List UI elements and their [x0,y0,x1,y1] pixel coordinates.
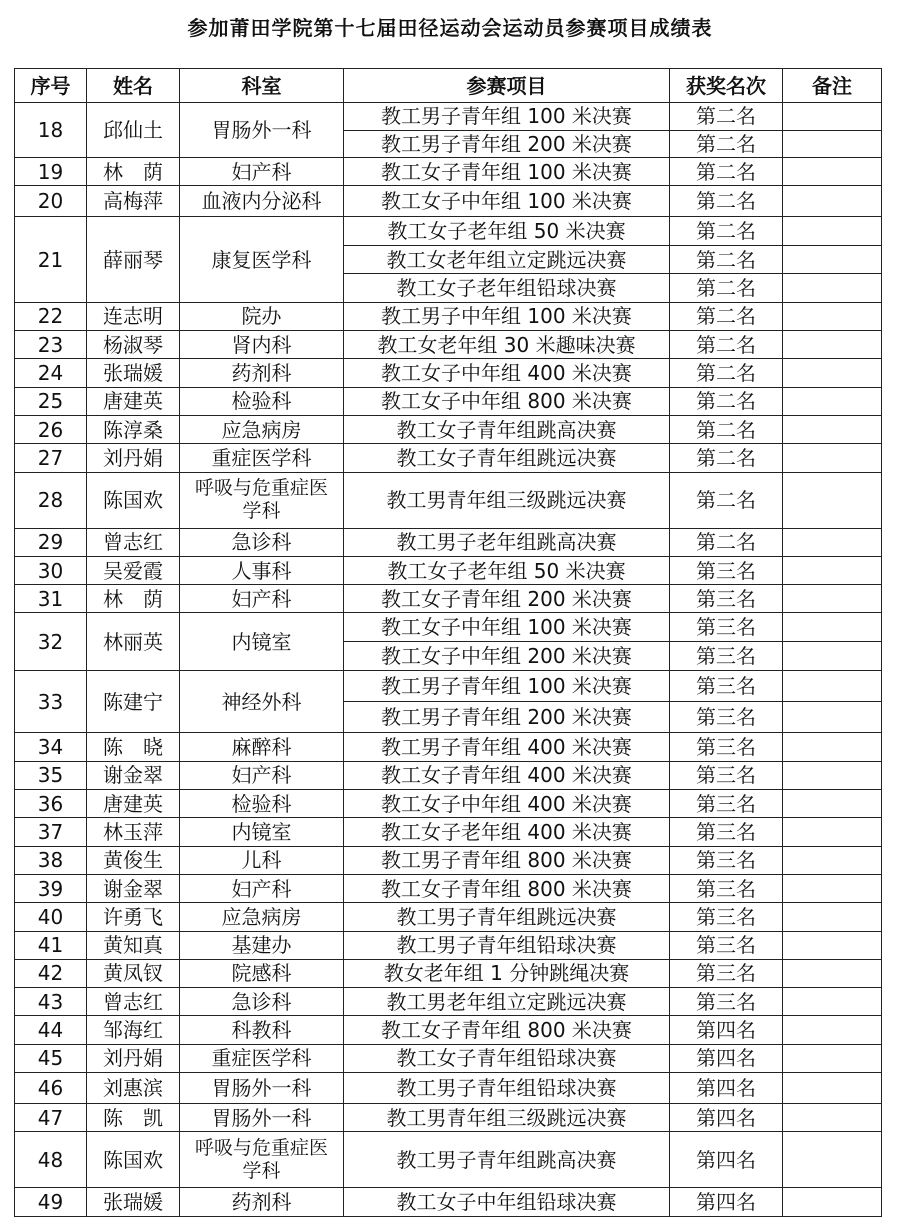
cell-no: 20 [15,186,87,217]
cell-no: 28 [15,472,87,528]
cell-remark [783,761,882,789]
cell-name: 吴爱霞 [87,556,180,584]
cell-dept: 院办 [180,302,344,330]
cell-name: 杨淑琴 [87,331,180,359]
cell-remark [783,702,882,733]
cell-event: 教工女老年组 30 米趣味决赛 [344,331,670,359]
cell-no: 48 [15,1132,87,1188]
cell-event: 教工男子青年组铅球决赛 [344,931,670,959]
cell-rank: 第二名 [670,359,783,387]
cell-event: 教工女子青年组 800 米决赛 [344,874,670,902]
cell-remark [783,818,882,846]
cell-dept: 科教科 [180,1016,344,1044]
cell-dept: 肾内科 [180,331,344,359]
cell-dept: 呼吸与危重症医学科 [180,472,344,528]
cell-dept: 检验科 [180,387,344,415]
cell-event: 教工男青年组三级跳远决赛 [344,472,670,528]
cell-no: 32 [15,613,87,671]
cell-event: 教工男子青年组 200 米决赛 [344,702,670,733]
cell-remark [783,1044,882,1072]
cell-name: 陈建宁 [87,671,180,733]
cell-remark [783,103,882,131]
table-row [15,1132,882,1188]
cell-name: 刘丹娟 [87,444,180,472]
cell-no: 33 [15,671,87,733]
cell-dept: 儿科 [180,846,344,874]
cell-rank: 第二名 [670,158,783,186]
cell-rank: 第四名 [670,1016,783,1044]
cell-rank: 第二名 [670,103,783,131]
cell-remark [783,642,882,671]
cell-remark [783,931,882,959]
cell-dept: 神经外科 [180,671,344,733]
cell-rank: 第二名 [670,387,783,415]
cell-name: 邹海红 [87,1016,180,1044]
table-row [15,158,882,186]
cell-remark [783,415,882,443]
table-row [15,1104,882,1132]
table-row [15,1044,882,1072]
cell-dept: 血液内分泌科 [180,186,344,217]
cell-name: 张瑞媛 [87,359,180,387]
cell-no: 29 [15,528,87,556]
cell-rank: 第四名 [670,1104,783,1132]
cell-rank: 第二名 [670,186,783,217]
cell-no: 21 [15,217,87,303]
cell-no: 43 [15,988,87,1016]
cell-rank: 第三名 [670,931,783,959]
cell-rank: 第二名 [670,302,783,330]
cell-rank: 第三名 [670,733,783,761]
table-row [15,761,882,789]
cell-remark [783,733,882,761]
cell-dept: 内镜室 [180,818,344,846]
cell-name: 唐建英 [87,790,180,818]
table-row [15,846,882,874]
table-row [15,790,882,818]
table-row [15,472,882,528]
cell-rank: 第三名 [670,702,783,733]
cell-remark [783,846,882,874]
cell-remark [783,444,882,472]
cell-name: 黄知真 [87,931,180,959]
cell-rank: 第三名 [670,556,783,584]
cell-remark [783,217,882,246]
cell-rank: 第三名 [670,585,783,613]
cell-no: 19 [15,158,87,186]
cell-event: 教工女子中年组 100 米决赛 [344,186,670,217]
cell-rank: 第四名 [670,1044,783,1072]
cell-remark [783,585,882,613]
cell-dept: 应急病房 [180,415,344,443]
cell-remark [783,359,882,387]
cell-event: 教工女子青年组铅球决赛 [344,1044,670,1072]
cell-remark [783,671,882,702]
cell-no: 31 [15,585,87,613]
table-row [15,217,882,246]
cell-remark [783,790,882,818]
cell-rank: 第三名 [670,671,783,702]
cell-remark [783,387,882,415]
cell-dept: 应急病房 [180,903,344,931]
cell-remark [783,1104,882,1132]
cell-no: 42 [15,959,87,987]
cell-remark [783,528,882,556]
cell-name: 陈 凯 [87,1104,180,1132]
cell-rank: 第二名 [670,274,783,303]
cell-rank: 第二名 [670,130,783,158]
cell-event: 教工女子中年组 800 米决赛 [344,387,670,415]
cell-remark [783,959,882,987]
table-row [15,613,882,642]
cell-no: 24 [15,359,87,387]
cell-event: 教工男老年组立定跳远决赛 [344,988,670,1016]
cell-event: 教工男子青年组跳高决赛 [344,1132,670,1188]
cell-name: 张瑞媛 [87,1188,180,1216]
table-row [15,903,882,931]
cell-name: 高梅萍 [87,186,180,217]
cell-remark [783,274,882,303]
col-header-no: 序号 [15,69,87,103]
cell-event: 教工女子青年组 800 米决赛 [344,1016,670,1044]
cell-rank: 第三名 [670,959,783,987]
cell-dept: 人事科 [180,556,344,584]
cell-dept: 胃肠外一科 [180,1073,344,1104]
cell-rank: 第二名 [670,444,783,472]
cell-name: 唐建英 [87,387,180,415]
cell-dept: 药剂科 [180,359,344,387]
cell-rank: 第四名 [670,1188,783,1216]
table-row [15,585,882,613]
cell-no: 26 [15,415,87,443]
cell-dept: 呼吸与危重症医学科 [180,1132,344,1188]
cell-dept: 胃肠外一科 [180,103,344,158]
table-row [15,931,882,959]
cell-no: 47 [15,1104,87,1132]
cell-name: 邱仙土 [87,103,180,158]
cell-name: 薛丽琴 [87,217,180,303]
cell-event: 教工女子老年组 400 米决赛 [344,818,670,846]
cell-rank: 第二名 [670,217,783,246]
cell-dept: 妇产科 [180,585,344,613]
cell-no: 41 [15,931,87,959]
cell-no: 27 [15,444,87,472]
cell-no: 46 [15,1073,87,1104]
cell-dept: 胃肠外一科 [180,1104,344,1132]
cell-remark [783,613,882,642]
cell-name: 林 荫 [87,158,180,186]
cell-remark [783,988,882,1016]
cell-event: 教工男子青年组 800 米决赛 [344,846,670,874]
cell-rank: 第四名 [670,1132,783,1188]
cell-remark [783,130,882,158]
cell-remark [783,472,882,528]
cell-name: 陈 晓 [87,733,180,761]
cell-remark [783,245,882,274]
table-row [15,359,882,387]
cell-name: 刘惠滨 [87,1073,180,1104]
cell-rank: 第三名 [670,903,783,931]
cell-rank: 第三名 [670,846,783,874]
table-row [15,444,882,472]
cell-dept: 检验科 [180,790,344,818]
cell-event: 教工女子老年组 50 米决赛 [344,556,670,584]
cell-event: 教工女子青年组跳高决赛 [344,415,670,443]
cell-event: 教工女子中年组 200 米决赛 [344,642,670,671]
cell-dept: 急诊科 [180,528,344,556]
cell-event: 教工男青年组三级跳远决赛 [344,1104,670,1132]
cell-dept: 内镜室 [180,613,344,671]
cell-no: 25 [15,387,87,415]
cell-remark [783,903,882,931]
cell-name: 曾志红 [87,988,180,1016]
cell-rank: 第二名 [670,245,783,274]
cell-rank: 第四名 [670,1073,783,1104]
cell-rank: 第三名 [670,642,783,671]
cell-rank: 第三名 [670,818,783,846]
cell-rank: 第三名 [670,761,783,789]
cell-no: 18 [15,103,87,158]
cell-rank: 第二名 [670,331,783,359]
cell-remark [783,1073,882,1104]
table-body [15,103,882,1217]
cell-event: 教工男子青年组 100 米决赛 [344,103,670,131]
cell-name: 陈淳桑 [87,415,180,443]
cell-event: 教工女子中年组铅球决赛 [344,1188,670,1216]
cell-remark [783,1132,882,1188]
cell-remark [783,331,882,359]
cell-name: 林 荫 [87,585,180,613]
cell-event: 教工男子青年组跳远决赛 [344,903,670,931]
table-row [15,988,882,1016]
cell-remark [783,874,882,902]
cell-dept: 麻醉科 [180,733,344,761]
cell-event: 教女老年组 1 分钟跳绳决赛 [344,959,670,987]
cell-dept: 康复医学科 [180,217,344,303]
cell-no: 22 [15,302,87,330]
cell-no: 37 [15,818,87,846]
cell-name: 谢金翠 [87,874,180,902]
table-row [15,1073,882,1104]
col-header-dept: 科室 [180,69,344,103]
cell-remark [783,1188,882,1216]
cell-no: 40 [15,903,87,931]
col-header-event: 参赛项目 [344,69,670,103]
col-header-name: 姓名 [87,69,180,103]
cell-remark [783,556,882,584]
cell-event: 教工女子青年组 200 米决赛 [344,585,670,613]
cell-remark [783,186,882,217]
cell-remark [783,158,882,186]
cell-name: 黄俊生 [87,846,180,874]
cell-event: 教工女子青年组 400 米决赛 [344,761,670,789]
cell-no: 49 [15,1188,87,1216]
table-row [15,186,882,217]
cell-rank: 第三名 [670,874,783,902]
header-row [15,69,882,103]
cell-name: 陈国欢 [87,1132,180,1188]
cell-event: 教工男子中年组 100 米决赛 [344,302,670,330]
cell-rank: 第三名 [670,988,783,1016]
cell-no: 34 [15,733,87,761]
cell-dept: 药剂科 [180,1188,344,1216]
table-row [15,556,882,584]
cell-event: 教工男子老年组跳高决赛 [344,528,670,556]
cell-name: 许勇飞 [87,903,180,931]
results-table [14,68,882,1217]
cell-name: 曾志红 [87,528,180,556]
cell-no: 36 [15,790,87,818]
cell-dept: 基建办 [180,931,344,959]
cell-name: 连志明 [87,302,180,330]
cell-name: 林丽英 [87,613,180,671]
cell-name: 黄凤钗 [87,959,180,987]
cell-rank: 第二名 [670,528,783,556]
cell-event: 教工男子青年组 100 米决赛 [344,671,670,702]
cell-event: 教工女子中年组 100 米决赛 [344,613,670,642]
cell-name: 刘丹娟 [87,1044,180,1072]
cell-no: 30 [15,556,87,584]
cell-dept: 急诊科 [180,988,344,1016]
cell-rank: 第二名 [670,472,783,528]
cell-remark [783,302,882,330]
cell-event: 教工女子老年组 50 米决赛 [344,217,670,246]
cell-no: 39 [15,874,87,902]
cell-dept: 重症医学科 [180,444,344,472]
cell-name: 林玉萍 [87,818,180,846]
table-row [15,874,882,902]
cell-dept: 妇产科 [180,761,344,789]
cell-event: 教工女子青年组 100 米决赛 [344,158,670,186]
cell-no: 44 [15,1016,87,1044]
table-row [15,959,882,987]
cell-no: 23 [15,331,87,359]
cell-event: 教工女子青年组跳远决赛 [344,444,670,472]
table-row [15,103,882,131]
cell-dept: 妇产科 [180,158,344,186]
table-row [15,415,882,443]
cell-dept: 重症医学科 [180,1044,344,1072]
cell-event: 教工女子老年组铅球决赛 [344,274,670,303]
table-row [15,528,882,556]
table-row [15,733,882,761]
cell-name: 谢金翠 [87,761,180,789]
cell-rank: 第二名 [670,415,783,443]
cell-event: 教工女子中年组 400 米决赛 [344,790,670,818]
cell-event: 教工女老年组立定跳远决赛 [344,245,670,274]
table-row [15,1188,882,1216]
table-row [15,671,882,702]
table-row [15,818,882,846]
cell-rank: 第三名 [670,790,783,818]
table-row [15,387,882,415]
cell-event: 教工男子青年组铅球决赛 [344,1073,670,1104]
cell-event: 教工男子青年组 200 米决赛 [344,130,670,158]
document-title: 参加莆田学院第十七届田径运动会运动员参赛项目成绩表 [187,16,713,40]
cell-remark [783,1016,882,1044]
cell-no: 38 [15,846,87,874]
cell-event: 教工女子中年组 400 米决赛 [344,359,670,387]
cell-name: 陈国欢 [87,472,180,528]
col-header-rank: 获奖名次 [670,69,783,103]
col-header-remark: 备注 [783,69,882,103]
cell-no: 45 [15,1044,87,1072]
cell-rank: 第三名 [670,613,783,642]
cell-no: 35 [15,761,87,789]
table-row [15,302,882,330]
cell-dept: 院感科 [180,959,344,987]
cell-event: 教工男子青年组 400 米决赛 [344,733,670,761]
table-row [15,331,882,359]
cell-dept: 妇产科 [180,874,344,902]
table-row [15,1016,882,1044]
